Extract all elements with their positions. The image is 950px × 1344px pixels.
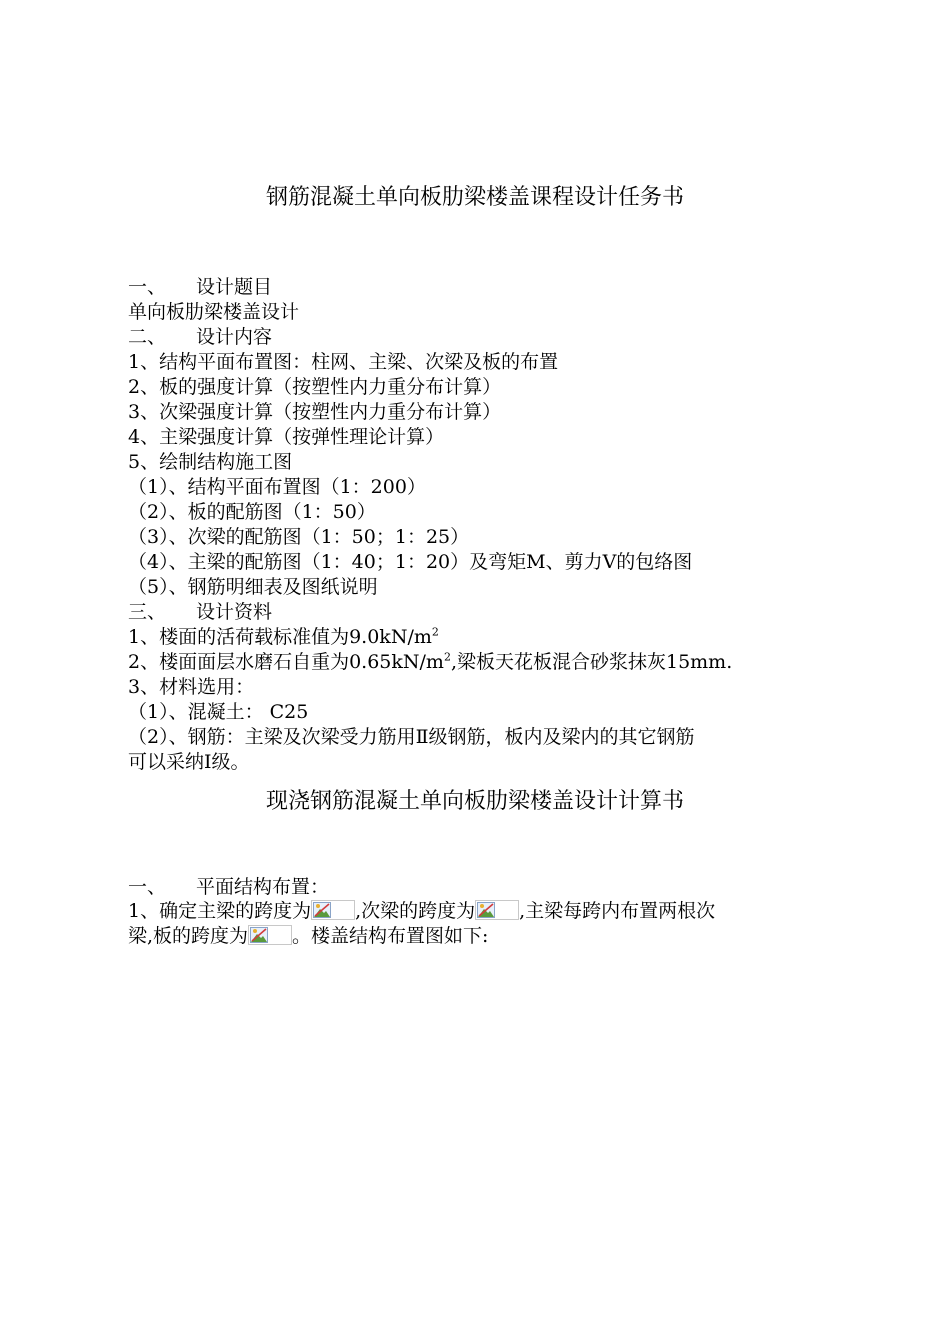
section-1-heading: [128, 275, 828, 300]
content-item: 5、绘制结构施工图: [128, 451, 293, 473]
section-title: 设计题目: [196, 276, 273, 298]
section-number: 一、: [128, 276, 167, 298]
data-item-1: [128, 625, 828, 650]
section-number: 三、: [128, 601, 167, 623]
paragraph-text: 1、确定主梁的跨度为: [128, 900, 312, 922]
data-text: 1、楼面的活荷载标准值为9.0kN/m: [128, 626, 432, 648]
content-item: （5）、钢筋明细表及图纸说明: [128, 576, 378, 598]
content-item: 3、次梁强度计算（按塑性内力重分布计算）: [128, 401, 502, 423]
calc-paragraph-line-2: [128, 924, 828, 949]
section-number: 二、: [128, 326, 167, 348]
paragraph-text: ,次梁的跨度为: [355, 900, 476, 922]
broken-image-icon: [475, 900, 519, 920]
section-title: 平面结构布置：: [196, 876, 330, 898]
content-item: 2、板的强度计算（按塑性内力重分布计算）: [128, 376, 502, 398]
superscript: 2: [443, 650, 451, 664]
section-number: 一、: [128, 876, 167, 898]
task-title: 钢筋混凝土单向板肋梁楼盖课程设计任务书: [265, 185, 684, 210]
broken-image-icon: [248, 925, 292, 945]
calc-title: 现浇钢筋混凝土单向板肋梁楼盖设计计算书: [265, 789, 684, 814]
broken-image-icon: [311, 900, 355, 920]
section-title: 设计内容: [196, 326, 273, 348]
calc-section-1-heading: [128, 875, 828, 900]
paragraph-text: ,主梁每跨内布置两根次: [519, 900, 716, 922]
content-item: 1、结构平面布置图：柱网、主梁、次梁及板的布置: [128, 351, 559, 373]
data-item-3-1: （1）、混凝土： C25: [128, 701, 309, 723]
calc-paragraph-line-1: [128, 899, 828, 924]
content-item: （3）、次梁的配筋图（1：50；1：25）: [128, 526, 470, 548]
data-text: ,梁板天花板混合砂浆抹灰15mm.: [450, 651, 733, 673]
section-title: 设计资料: [196, 601, 273, 623]
section-3-heading: [128, 600, 828, 625]
superscript: 2: [431, 625, 439, 639]
section-1-text: 单向板肋梁楼盖设计: [128, 301, 300, 323]
data-item-3: 3、材料选用：: [128, 676, 255, 698]
paragraph-text: 。楼盖结构布置图如下:: [292, 925, 489, 947]
content-item: （4）、主梁的配筋图（1：40；1：20）及弯矩M、剪力V的包络图: [128, 551, 693, 573]
data-item-2: [128, 650, 828, 675]
data-item-3-2-cont: 可以采纳Ⅰ级。: [128, 751, 250, 773]
paragraph-text: 梁,板的跨度为: [128, 925, 249, 947]
content-item: （2）、板的配筋图（1：50）: [128, 501, 376, 523]
section-2-heading: [128, 325, 828, 350]
content-item: （1）、结构平面布置图（1：200）: [128, 476, 426, 498]
data-text: 2、楼面面层水磨石自重为0.65kN/m: [128, 651, 444, 673]
content-item: 4、主梁强度计算（按弹性理论计算）: [128, 426, 445, 448]
data-item-3-2: （2）、钢筋：主梁及次梁受力筋用Ⅱ级钢筋，板内及梁内的其它钢筋: [128, 726, 695, 748]
